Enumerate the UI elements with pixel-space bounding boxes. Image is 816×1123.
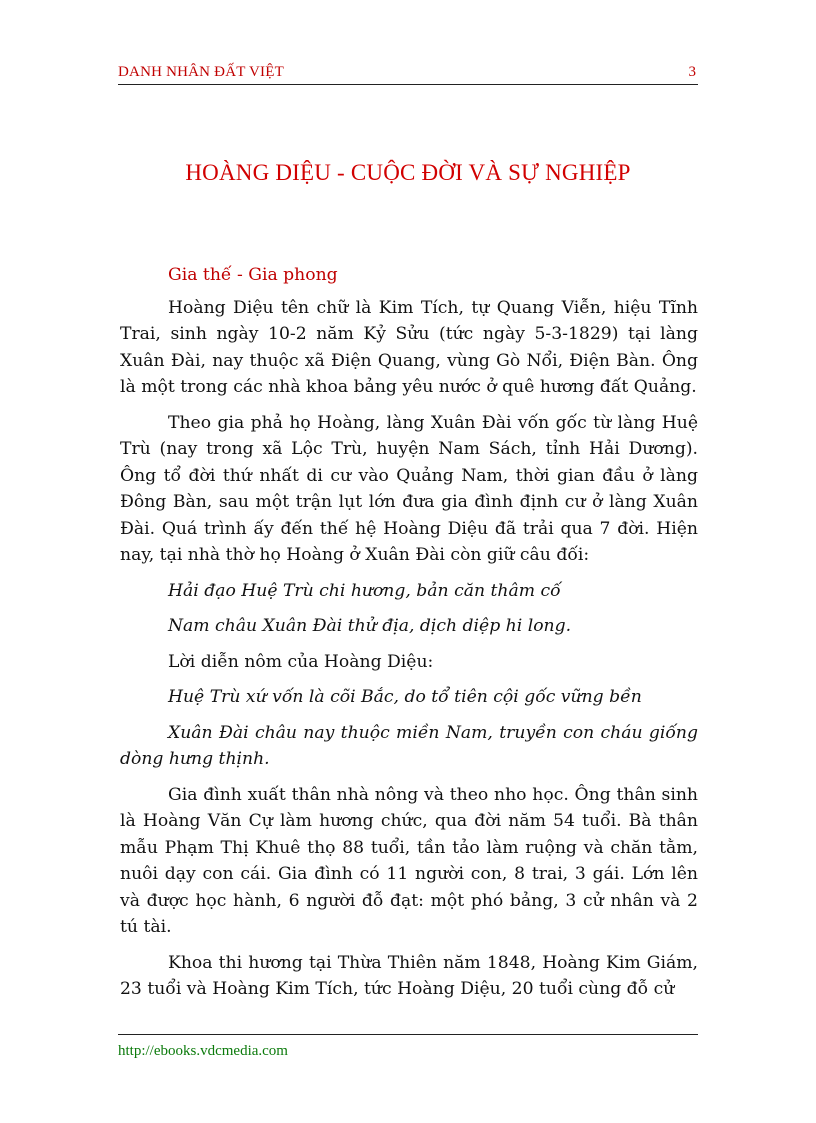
- paragraph: Hoàng Diệu tên chữ là Kim Tích, tự Quang Viễn, hiệu Tĩnh Trai, sinh ngày 10-2 năm Kỷ Sửu (tức ngày 5-3-1829) tại làng Xuân Đài, nay thuộc xã Điện Quang, vùng Gò Nổi, Điện Bàn. Ông là một trong các nhà khoa bảng yêu nước ở quê hương đất Quảng.: [120, 297, 698, 397]
- book-title: DANH NHÂN ĐẤT VIỆT: [118, 64, 284, 80]
- body-text: [120, 262, 698, 1012]
- page-number: 3: [688, 64, 696, 80]
- section-heading: Gia thế - Gia phong: [168, 265, 338, 285]
- footer-link[interactable]: http://ebooks.vdcmedia.com: [118, 1043, 288, 1059]
- translation-intro: Lời diễn nôm của Hoàng Diệu:: [168, 651, 434, 672]
- paragraph: Theo gia phả họ Hoàng, làng Xuân Đài vốn gốc từ làng Huệ Trù (nay trong xã Lộc Trù, huyện Nam Sách, tỉnh Hải Dương). Ông tổ đời thứ nhất di cư vào Quảng Nam, thời gian đầu ở làng Đông Bàn, sau một trận lụt lớn đưa gia đình định cư ở làng Xuân Đài. Quá trình ấy đến thế hệ Hoàng Diệu đã trải qua 7 đời. Hiện nay, tại nhà thờ họ Hoàng ở Xuân Đài còn giữ câu đối:: [120, 412, 698, 565]
- paragraph: Gia đình xuất thân nhà nông và theo nho học. Ông thân sinh là Hoàng Văn Cự làm hương chức, qua đời năm 54 tuổi. Bà thân mẫu Phạm Thị Khuê thọ 88 tuổi, tần tảo làm ruộng và chăn tằm, nuôi dạy con cái. Gia đình có 11 người con, 8 trai, 3 gái. Lớn lên và được học hành, 6 người đỗ đạt: một phó bảng, 3 cử nhân và 2 tú tài.: [120, 784, 698, 937]
- chapter-title: HOÀNG DIỆU - CUỘC ĐỜI VÀ SỰ NGHIỆP: [185, 160, 631, 185]
- couplet-line: Nam châu Xuân Đài thử địa, dịch diệp hi long.: [168, 616, 572, 636]
- paragraph: Khoa thi hương tại Thừa Thiên năm 1848, Hoàng Kim Giám, 23 tuổi và Hoàng Kim Tích, tức Hoàng Diệu, 20 tuổi cùng đỗ cử: [120, 952, 698, 999]
- footer-divider: [118, 1034, 698, 1035]
- translation-line: Huệ Trù xứ vốn là cõi Bắc, do tổ tiên cội gốc vững bền: [168, 687, 642, 707]
- couplet-line: Hải đạo Huệ Trù chi hương, bản căn thâm cố: [168, 580, 561, 601]
- translation-line: Xuân Đài châu nay thuộc miền Nam, truyền con cháu giống dòng hưng thịnh.: [120, 722, 698, 769]
- page-header: [118, 62, 698, 85]
